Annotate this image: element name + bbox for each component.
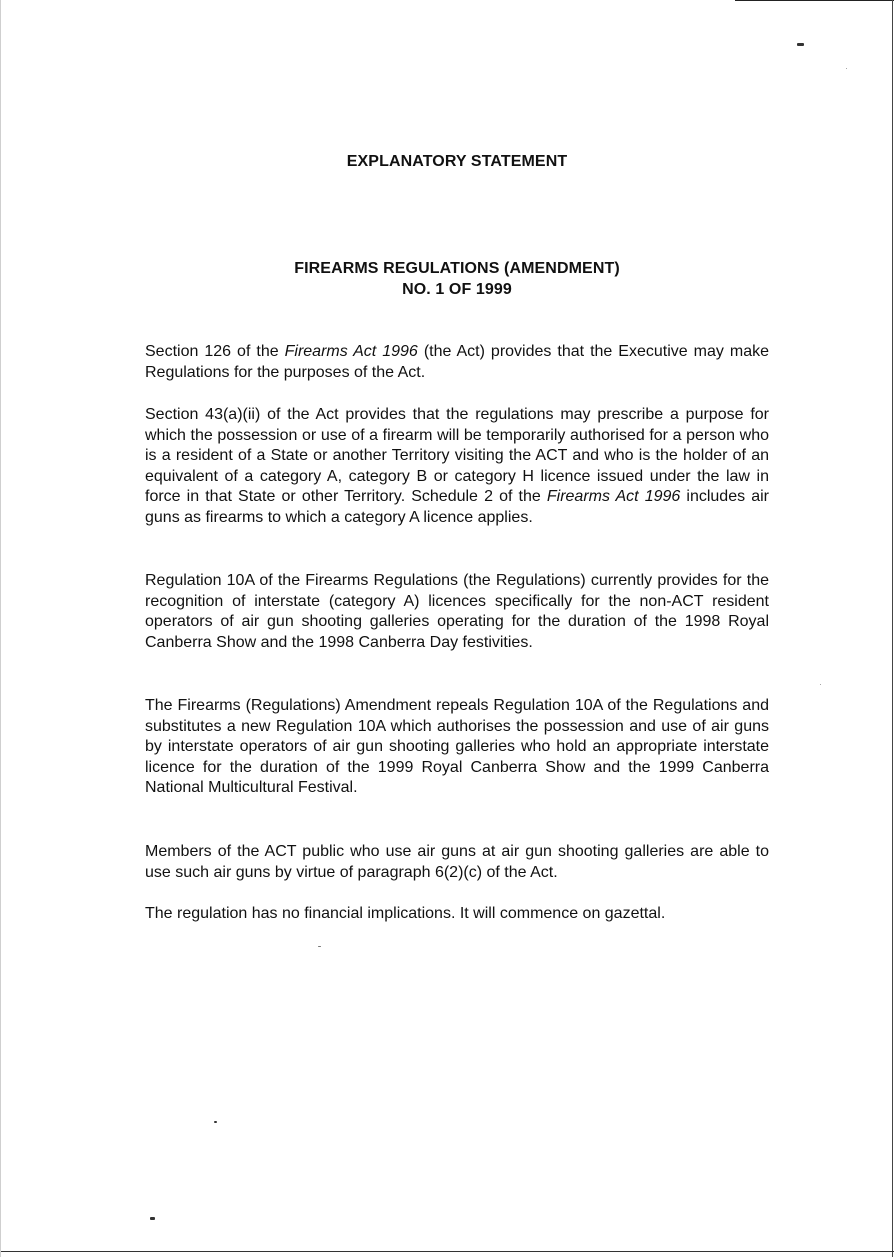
paragraph-section-43 [145, 405, 769, 529]
scan-speck [820, 684, 821, 685]
scan-edge-bottom [0, 1251, 894, 1252]
act-title-italic: Firearms Act 1996 [284, 343, 418, 360]
scan-edge-right [892, 0, 893, 1257]
regulation-number: NO. 1 OF 1999 [402, 281, 512, 298]
scan-speck [318, 946, 321, 947]
paragraph-financial: The regulation has no financial implications. It will commence on gazettal. [145, 905, 666, 922]
paragraph-regulation-10a: Regulation 10A of the Firearms Regulations (the Regulations) currently provides for the recognition of interstate (category A) licences specifically for the non-ACT resident operators of air gun shooting galleries operating for the duration of the 1998 Royal Canberra Show and the 1998 Canberra Day festivities. [145, 572, 769, 651]
scan-speck [150, 1217, 155, 1220]
paragraph-text: Section 43(a)(ii) of the Act provides that the regulations may prescribe a purpose for which the possession or use of a firearm will be temporarily authorised for a person who is a resident of a State or another Territory visiting the ACT and who is the holder of an equivalent of a category A, category B or category H licence issued under the law in force in that State or other Territory. Schedule 2 of the [145, 406, 769, 506]
paragraph-text: (the Act) provides that the Executive may make Regulations for the purposes of the Act. [145, 343, 769, 381]
act-title-italic: Firearms Act 1996 [546, 488, 681, 506]
paragraph-text: Section 126 of the [145, 343, 285, 360]
scan-speck [214, 1121, 217, 1123]
statement-title: EXPLANATORY STATEMENT [346, 153, 568, 170]
scan-edge-left [0, 0, 1, 1257]
paragraph-section-126 [145, 342, 769, 383]
paragraph-amendment: The Firearms (Regulations) Amendment repeals Regulation 10A of the Regulations and substitutes a new Regulation 10A which authorises the possession and use of air guns by interstate operators of air gun shooting galleries who hold an appropriate interstate licence for the duration of the 1999 Royal Canberra Show and the 1999 Canberra National Multicultural Festival. [145, 697, 769, 797]
scan-speck [797, 43, 804, 46]
paragraph-text: includes air guns as firearms to which a category A licence applies. [145, 488, 769, 526]
regulation-title: FIREARMS REGULATIONS (AMENDMENT) [294, 260, 620, 277]
scan-speck [846, 68, 847, 69]
scan-edge-top [735, 0, 894, 1]
paragraph-public-use: Members of the ACT public who use air guns at air gun shooting galleries are able to use such air guns by virtue of paragraph 6(2)(c) of the Act. [145, 843, 769, 881]
